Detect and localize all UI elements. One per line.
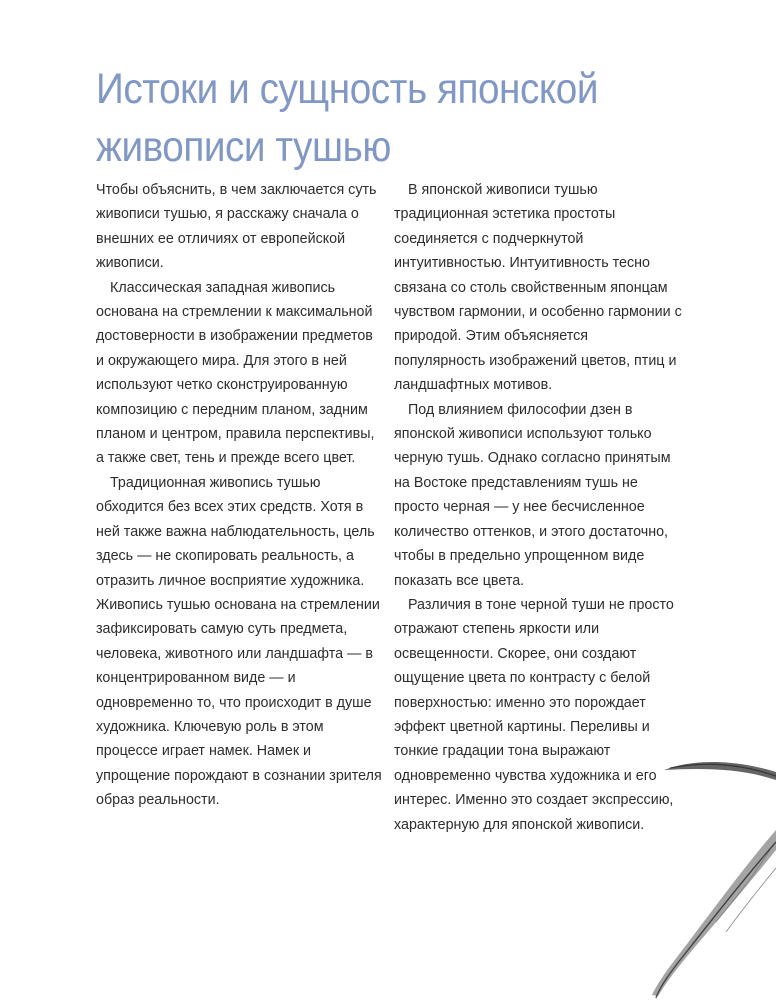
- paragraph: Классическая западная живопись основана на стремлении к максимальной достоверности в изображении предметов и окружающего мира. Для этого в ней используют четко сконструированную композицию с передним планом, задним планом и центром, правила перспективы, а также свет, тень и прежде всего цвет.: [96, 279, 375, 467]
- paragraph: Чтобы объяснить, в чем заключается суть живописи тушью, я расскажу сначала о внешних ее отличиях от европейской живописи.: [96, 182, 377, 272]
- paragraph: В японской живописи тушью традиционная эстетика простоты соединяется с подчеркнутой интуитивностью. Интуитивность тесно связана со столь свойственным японцам чувством гармонии, и особенно гармонии с природой. Этим объясняется популярность изображений цветов, птиц и ландшафтных мотивов.: [394, 182, 682, 394]
- right-text-column: [394, 178, 682, 837]
- page-title: Истоки и сущность японской живописи тушью: [96, 65, 599, 171]
- ink-brush-illustration: [630, 750, 776, 1000]
- brush-stroke: [652, 830, 776, 996]
- paragraph: Различия в тоне черной туши не просто отражают степень яркости или освещенности. Скорее, они создают ощущение цвета по контрасту с белой поверхностью: именно это порождает эффект цветной картины. Переливы и тонкие градации тона выражают одновременно чувства художника и его интерес. Именно это создает экспрессию, характерную для японской живописи.: [394, 596, 674, 833]
- paragraph: Под влиянием философии дзен в японской живописи используют только черную тушь. Однако согласно принятым на Востоке представлениям тушь не просто черная — у нее бесчисленное количество оттенков, и этого достаточно, чтобы в предельно упрощенном виде показать все цвета.: [394, 401, 671, 589]
- paragraph: Традиционная живопись тушью обходится без всех этих средств. Хотя в ней также важна наблюдательность, цель здесь — не скопировать реальность, а отразить личное восприятие художника. Живопись тушью основана на стремлении зафиксировать самую суть предмета, человека, животного или ландшафта — в концентрированном виде — и одновременно то, что происходит в душе художника. Ключевую роль в этом процессе играет намек. Намек и упрощение порождают в сознании зрителя образ реальности.: [96, 474, 382, 809]
- left-text-column: [96, 178, 384, 813]
